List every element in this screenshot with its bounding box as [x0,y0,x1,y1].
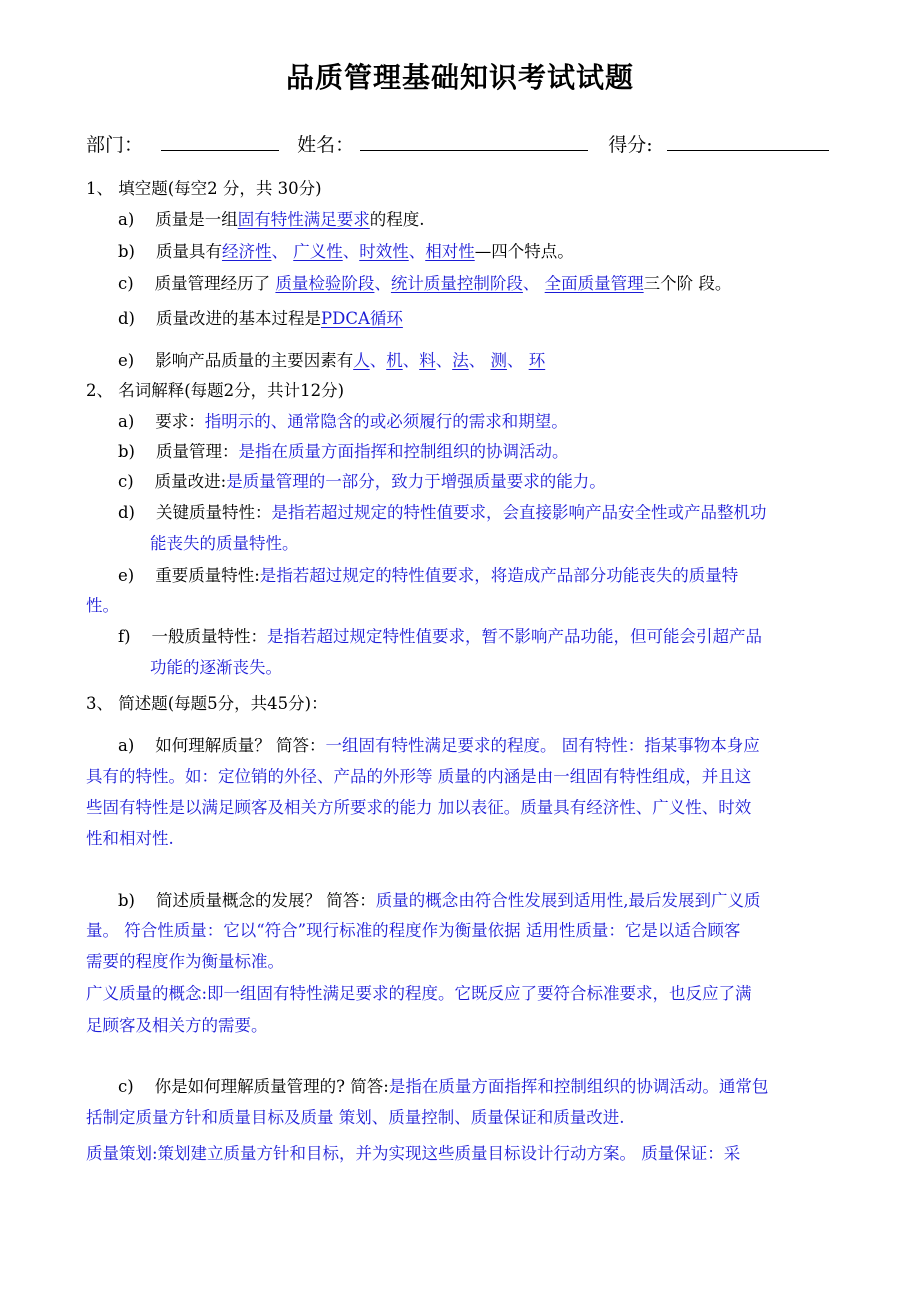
answer-line: 广义质量的概念:即一组固有特性满足要求的程度。它既反应了要符合标准要求，也反应了满 [86,984,752,1003]
s1-item-b [118,238,574,262]
text: 质量改进的基本过程是 [155,309,321,328]
answer: 质量检验阶段 [275,274,375,293]
term: 要求： [155,412,205,431]
s1-item-e [118,347,545,371]
answer: 广义性 [293,242,343,261]
item-mark: d) [118,503,135,522]
s2-item-b [118,438,568,462]
answer-line: 质量的概念由符合性发展到适用性,最后发展到广义质 [375,891,761,910]
s3-item-a [118,732,760,756]
separator: 、 [402,351,420,370]
answer: 全面质量管理 [544,274,644,293]
text: 质量管理经历了 [154,274,276,293]
item-mark: c) [118,472,134,491]
text: 质量是一组 [155,210,238,229]
text: 质量具有 [155,242,222,261]
answer: 料 [419,351,436,370]
definition: 是指若超过规定特性值要求，暂不影响产品功能，但可能会引超产品 [267,627,763,646]
answer: 固有特性满足要求 [237,210,370,229]
header-row [86,130,829,157]
definition: 是指若超过规定的特性值要求，会直接影响产品安全性或产品整机功 [271,503,767,522]
separator: 、 [506,351,524,370]
answer: 经济性 [221,242,272,261]
dept-field[interactable] [161,132,279,151]
separator: 、 [374,274,391,293]
definition: 是指若超过规定的特性值要求，将造成产品部分功能丧失的质量特 [259,566,739,585]
answer: 测 [490,351,507,370]
item-mark: b) [118,442,135,461]
item-mark: b) [118,242,135,261]
text: —四个特点。 [474,242,574,261]
text: 三个阶 段。 [643,274,732,293]
term: 关键质量特性： [155,503,272,522]
s1-item-d [118,305,403,329]
item-mark: e) [118,566,135,585]
answer: 人 [353,351,370,370]
page-title: 品质管理基础知识考试试题 [285,61,634,94]
term: 质量改进: [154,472,227,491]
item-mark: f) [118,627,131,646]
definition: 是指在质量方面指挥和控制组织的协调活动。 [238,442,569,461]
answer-line: 些固有特性是以满足顾客及相关方所要求的能力 加以表征。质量具有经济性、广义性、时效 [86,798,752,817]
question: 简述质量概念的发展？ 简答： [155,891,376,910]
section-2-heading: 2、 名词解释(每题2分，共计12分) [86,381,345,400]
separator: 、 [408,242,426,261]
separator: 、 [342,242,360,261]
dept-label: 部门： [86,134,144,156]
answer-line: 量。 符合性质量：它以“符合”现行标准的程度作为衡量依据 适用性质量：它是以适合顾客 [86,921,741,940]
answer-line: 足顾客及相关方的需要。 [86,1016,268,1035]
s1-item-a [118,206,425,230]
answer-line: 需要的程度作为衡量标准。 [86,952,284,971]
item-mark: a) [118,210,135,229]
item-mark: a) [118,412,135,431]
s2-item-f-cont: 功能的逐渐丧失。 [150,658,282,677]
separator: 、 [468,351,486,370]
answer: 相对性 [425,242,475,261]
name-field[interactable] [360,132,588,151]
term: 重要质量特性: [155,566,260,585]
score-field[interactable] [667,132,829,151]
s2-item-d-cont: 能丧失的质量特性。 [150,534,299,553]
separator: 、 [435,351,453,370]
answer-line: 性和相对性. [86,829,174,848]
item-mark: c) [118,1077,134,1096]
section-3-heading: 3、 简述题(每题5分，共45分)： [86,694,328,713]
text: 影响产品质量的主要因素有 [155,351,354,370]
text: 的程度. [369,210,425,229]
s2-item-e-cont: 性。 [86,596,119,615]
term: 一般质量特性： [151,627,268,646]
answer-line: 一组固有特性满足要求的程度。 固有特性：指某事物本身应 [325,736,760,755]
section-1-heading: 1、 填空题(每空2 分，共 30分) [86,179,322,198]
answer: 时效性 [359,242,409,261]
definition: 指明示的、通常隐含的或必须履行的需求和期望。 [204,412,568,431]
item-mark: e) [118,351,135,370]
item-mark: d) [118,309,135,328]
answer: 法 [452,351,469,370]
s2-item-f [118,623,762,647]
definition: 是质量管理的一部分，致力于增强质量要求的能力。 [226,472,606,491]
answer-line: 括制定质量方针和质量目标及质量 策划、质量控制、质量保证和质量改进. [86,1108,625,1127]
answer-line: 具有的特性。如：定位销的外径、产品的外形等 质量的内涵是由一组固有特性组成，并且这 [86,767,752,786]
separator: 、 [522,274,545,293]
question: 你是如何理解质量管理的? 简答: [154,1077,389,1096]
s2-item-a [118,408,568,432]
s2-item-d [118,499,766,523]
answer: PDCA循环 [320,309,403,328]
answer-line: 质量策划:策划建立质量方针和目标，并为实现这些质量目标设计行动方案。 质量保证：采 [86,1144,741,1163]
item-mark: a) [118,736,135,755]
name-label: 姓名： [297,134,355,156]
question: 如何理解质量？ 简答： [155,736,326,755]
answer: 环 [528,351,546,370]
answer-line: 是指在质量方面指挥和控制组织的协调活动。通常包 [388,1077,769,1096]
s3-item-b [118,887,760,911]
term: 质量管理： [155,442,239,461]
answer: 机 [386,351,403,370]
item-mark: b) [118,891,135,910]
s2-item-e [118,562,738,586]
item-mark: c) [118,274,134,293]
separator: 、 [271,242,294,261]
s1-item-c [118,270,731,294]
score-label: 得分: [608,134,653,156]
s3-item-c [118,1073,768,1097]
separator: 、 [369,351,387,370]
s2-item-c [118,468,606,492]
answer: 统计质量控制阶段 [390,274,523,293]
